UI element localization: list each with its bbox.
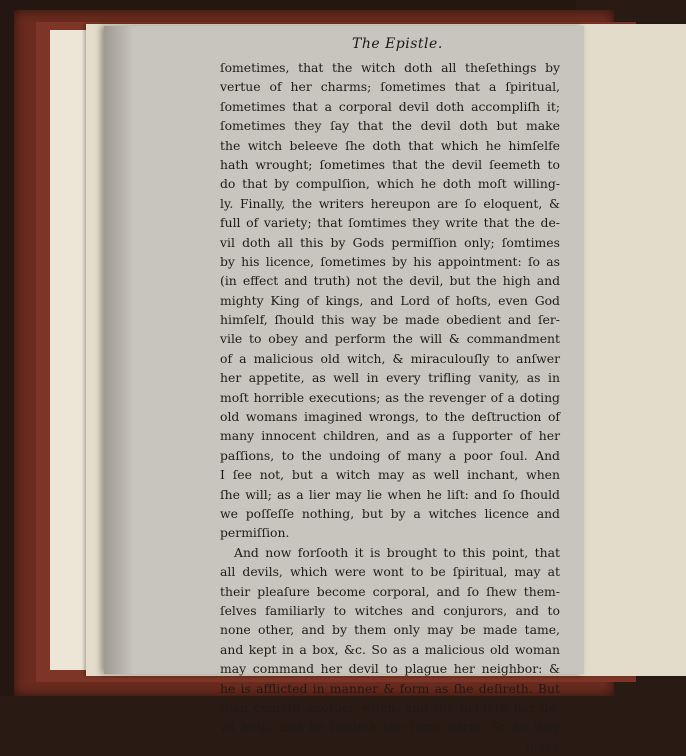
text-line: vile to obey and perform the will & commandment bbox=[220, 331, 560, 347]
gutter-shadow bbox=[104, 26, 134, 674]
text-line: by his licence, ſometimes by his appointment: ſo as bbox=[220, 253, 560, 269]
text-line: then cometh another witch, and ſhe biddeth her de- bbox=[220, 699, 560, 715]
text-line: old womans imagined wrongs, to the deſtruction of bbox=[220, 409, 560, 425]
text-line: none other, and by them only may be made tame, bbox=[220, 622, 560, 638]
text-line: vertue of her charms; ſometimes that a ſpiritual, bbox=[220, 79, 560, 95]
text-line: ſometimes, that the witch doth all theſethings by bbox=[220, 60, 560, 75]
text-line: may command her devil to plague her neighbor: & bbox=[220, 661, 560, 677]
text-line: we poſſeſſe nothing, but by a witches licence and bbox=[220, 505, 560, 521]
text-line: ſometimes that a corporal devil doth accompliſh it; bbox=[220, 98, 560, 114]
text-line: many innocent children, and as a ſupporter of her bbox=[220, 428, 560, 444]
text-line: mighty King of kings, and Lord of hoſts, even God bbox=[220, 292, 560, 308]
text-line: paſſions, to the undoing of many a poor ſoul. And bbox=[220, 447, 560, 463]
text-line: (in effect and truth) not the devil, but the high and bbox=[220, 273, 560, 289]
text-line: the witch beleeve ſhe doth that which he himſelfe bbox=[220, 137, 560, 153]
text-line: her appetite, as well in every trifling vanity, as in bbox=[220, 370, 560, 386]
text-line: vil help, and he healeth the ſame party. So as they bbox=[220, 719, 560, 735]
text-line: moſt horrible executions; as the revenger of a doting bbox=[220, 389, 560, 405]
catchword: make bbox=[526, 738, 560, 754]
text-line: ſometimes they ſay that the devil doth but make bbox=[220, 118, 560, 134]
text-line: hath wrought; ſometimes that the devil ſeemeth to bbox=[220, 156, 560, 172]
text-line: ſelves familiarly to witches and conjurors, and to bbox=[220, 602, 560, 618]
text-line: permiſſion. bbox=[220, 525, 290, 541]
text-line: ſhe will; as a lier may lie when he liſt: and ſo ſhould bbox=[220, 486, 560, 502]
text-line: all devils, which were wont to be ſpiritual, may at bbox=[220, 564, 560, 580]
text-line: full of variety; that ſomtimes they write that the de- bbox=[220, 215, 560, 231]
text-line: I ſee not, but a witch may as well inchant, when bbox=[220, 467, 560, 483]
text-line: do that by compulſion, which he doth moſt willing- bbox=[220, 176, 560, 192]
text-line: himſelf, ſhould this way be made obedient and ſer- bbox=[220, 312, 560, 328]
running-head: The Epistle. bbox=[352, 36, 443, 52]
page-body bbox=[220, 58, 560, 756]
text-line: ly. Finally, the writers hereupon are ſo eloquent, & bbox=[220, 195, 560, 211]
text-line: of a malicious old witch, & miraculouſly to anſwer bbox=[220, 350, 560, 366]
text-line: their pleaſure become corporal, and ſo ſhew them- bbox=[220, 583, 560, 599]
text-line: vil doth all this by Gods permiſſion only; ſomtimes bbox=[220, 234, 560, 250]
text-line: and kept in a box, &c. So as a malicious old woman bbox=[220, 641, 560, 657]
text-line: And now forſooth it is brought to this point, that bbox=[234, 544, 560, 560]
text-line: he is afflicted in manner & form as ſhe deſireth. But bbox=[220, 680, 560, 696]
